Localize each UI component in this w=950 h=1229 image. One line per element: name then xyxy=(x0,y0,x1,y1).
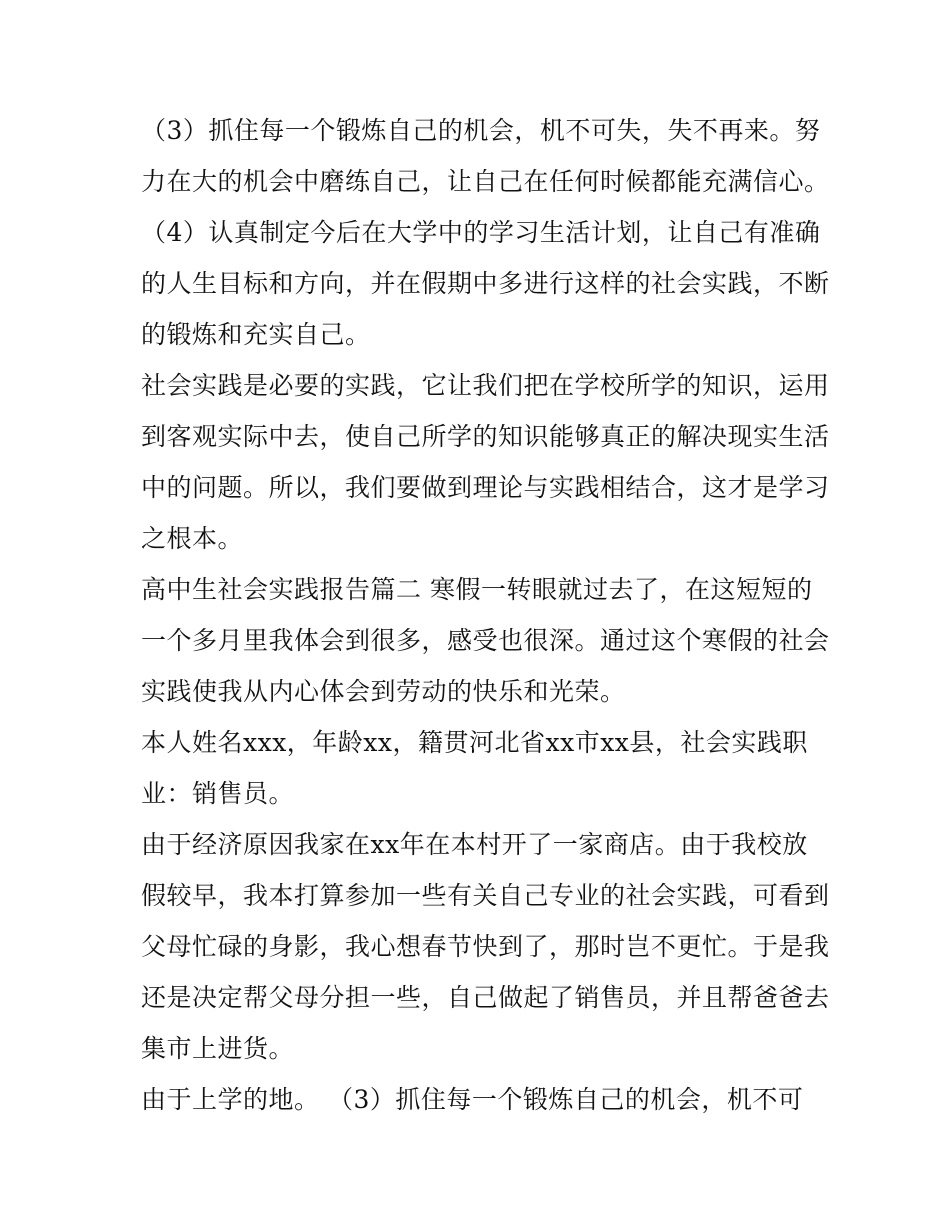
text-line: 的人生目标和方向，并在假期中多进行这样的社会实践，不断 xyxy=(141,269,830,298)
text-line: 力在大的机会中磨练自己，让自己在任何时候都能充满信心。 xyxy=(141,167,830,196)
text-line: 之根本。 xyxy=(141,524,244,553)
text-line: 本人姓名xxx，年龄xx，籍贯河北省xx市xx县，社会实践职 xyxy=(141,728,808,757)
text-line: （4）认真制定今后在大学中的学习生活计划，让自己有准确 xyxy=(141,218,821,247)
text-line: 业：销售员。 xyxy=(141,779,295,808)
text-line: 父母忙碌的身影，我心想春节快到了，那时岂不更忙。于是我 xyxy=(141,932,830,961)
text-line: 的锻炼和充实自己。 xyxy=(141,320,371,349)
text-line: （3）抓住每一个锻炼自己的机会，机不可失，失不再来。努 xyxy=(141,116,821,145)
document-body xyxy=(141,105,830,1125)
paragraph-personal-info xyxy=(141,717,821,819)
text-line: 实践使我从内心体会到劳动的快乐和光荣。 xyxy=(141,677,626,706)
paragraph-advice-3 xyxy=(141,105,830,207)
text-line: 高中生社会实践报告篇二 寒假一转眼就过去了，在这短短的 xyxy=(141,575,813,604)
text-line: 还是决定帮父母分担一些，自己做起了销售员，并且帮爸爸去 xyxy=(141,983,830,1012)
paragraph-advice-4 xyxy=(141,207,830,360)
paragraph-final xyxy=(141,1074,821,1125)
text-line: 假较早，我本打算参加一些有关自己专业的社会实践，可看到 xyxy=(141,881,830,910)
paragraph-report-two-intro xyxy=(141,564,830,717)
text-line: 一个多月里我体会到很多，感受也很深。通过这个寒假的社会 xyxy=(141,626,830,655)
text-line: 社会实践是必要的实践，它让我们把在学校所学的知识，运用 xyxy=(141,371,830,400)
text-line: 由于经济原因我家在xx年在本村开了一家商店。由于我校放 xyxy=(141,830,808,859)
text-line: 由于上学的地。 （3）抓住每一个锻炼自己的机会，机不可 xyxy=(141,1085,804,1114)
text-line: 集市上进货。 xyxy=(141,1034,295,1063)
paragraph-family-shop xyxy=(141,819,830,1074)
text-line: 中的问题。所以，我们要做到理论与实践相结合，这才是学习 xyxy=(141,473,830,502)
text-line: 到客观实际中去，使自己所学的知识能够真正的解决现实生活 xyxy=(141,422,830,451)
paragraph-practice-importance xyxy=(141,360,830,564)
